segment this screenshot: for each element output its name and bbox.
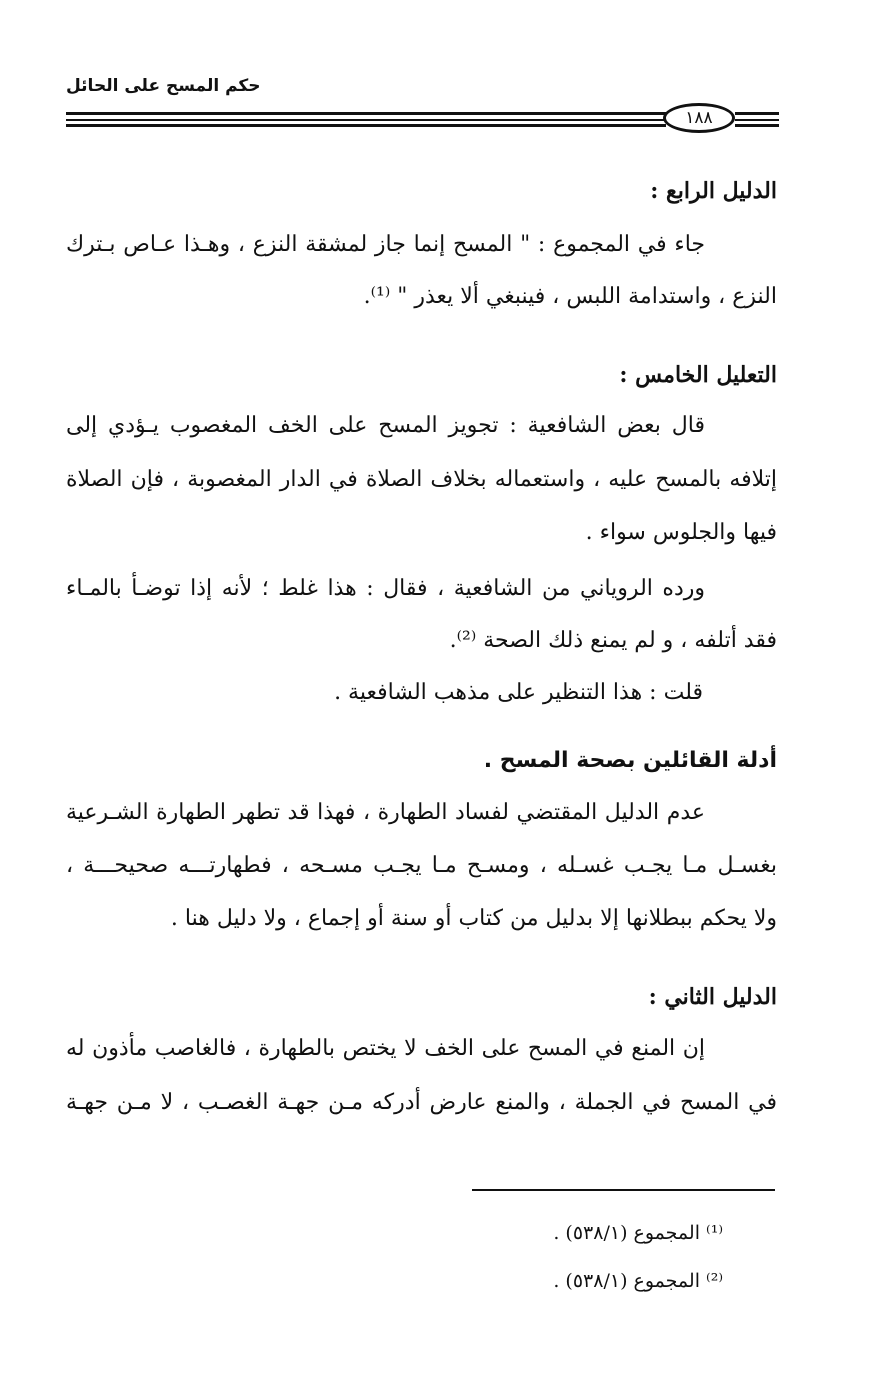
paragraph-line: عدم الدليل المقتضي لفساد الطهارة ، فهذا قد تطهر الطهارة الشـرعية xyxy=(66,800,705,825)
paragraph-line: إن المنع في المسح على الخف لا يختص بالطهارة ، فالغاصب مأذون له xyxy=(66,1036,705,1061)
paragraph-line: بغسـل مـا يجـب غسـله ، ومسـح مـا يجـب مسـحه ، فطهارتـــه صحيحـــة ، xyxy=(66,853,777,878)
footnote-separator xyxy=(472,1189,775,1191)
header-rule xyxy=(66,119,666,121)
header-rule xyxy=(735,119,779,121)
paragraph-line: النزع ، واستدامة اللبس ، فينبغي ألا يعذر " ⁽¹⁾. xyxy=(363,284,777,309)
header-rule xyxy=(735,124,779,127)
running-title: حكم المسح على الحائل xyxy=(66,76,261,96)
paragraph-line: ورده الروياني من الشافعية ، فقال : هذا غلط ؛ لأنه إذا توضـأ بالمـاء xyxy=(66,576,705,601)
page-number-text: ١٨٨ xyxy=(685,108,713,128)
paragraph-line: قال بعض الشافعية : تجويز المسح على الخف المغصوب يـؤدي إلى xyxy=(66,413,705,438)
paragraph-line: فيها والجلوس سواء . xyxy=(585,520,777,545)
page-number xyxy=(663,103,735,133)
heading-second-evidence: الدليل الثاني : xyxy=(648,984,777,1010)
header-rule xyxy=(66,112,666,115)
header-rule xyxy=(735,112,779,115)
paragraph-line: في المسح في الجملة ، والمنع عارض أدركه مـن جهـة الغصـب ، لا مـن جهـة xyxy=(66,1090,777,1115)
heading-fifth-reasoning: التعليل الخامس : xyxy=(619,362,777,388)
paragraph-line: إتلافه بالمسح عليه ، واستعماله بخلاف الصلاة في الدار المغصوبة ، فإن الصلاة xyxy=(66,467,777,492)
paragraph-line: جاء في المجموع : " المسح إنما جاز لمشقة النزع ، وهـذا عـاص بـترك xyxy=(66,232,705,257)
heading-fourth-evidence: الدليل الرابع : xyxy=(650,178,777,204)
header-rule xyxy=(66,124,666,127)
paragraph-line: قلت : هذا التنظير على مذهب الشافعية . xyxy=(334,680,703,705)
footnote-1: ⁽¹⁾ المجموع (٥٣٨/١) . xyxy=(553,1222,723,1244)
paragraph-line: ولا يحكم ببطلانها إلا بدليل من كتاب أو سنة أو إجماع ، ولا دليل هنا . xyxy=(170,906,777,931)
paragraph-line: فقد أتلفه ، و لم يمنع ذلك الصحة ⁽²⁾. xyxy=(449,628,777,653)
footnote-2: ⁽²⁾ المجموع (٥٣٨/١) . xyxy=(553,1270,723,1292)
section-heading: أدلة القائلين بصحة المسح . xyxy=(483,748,777,773)
